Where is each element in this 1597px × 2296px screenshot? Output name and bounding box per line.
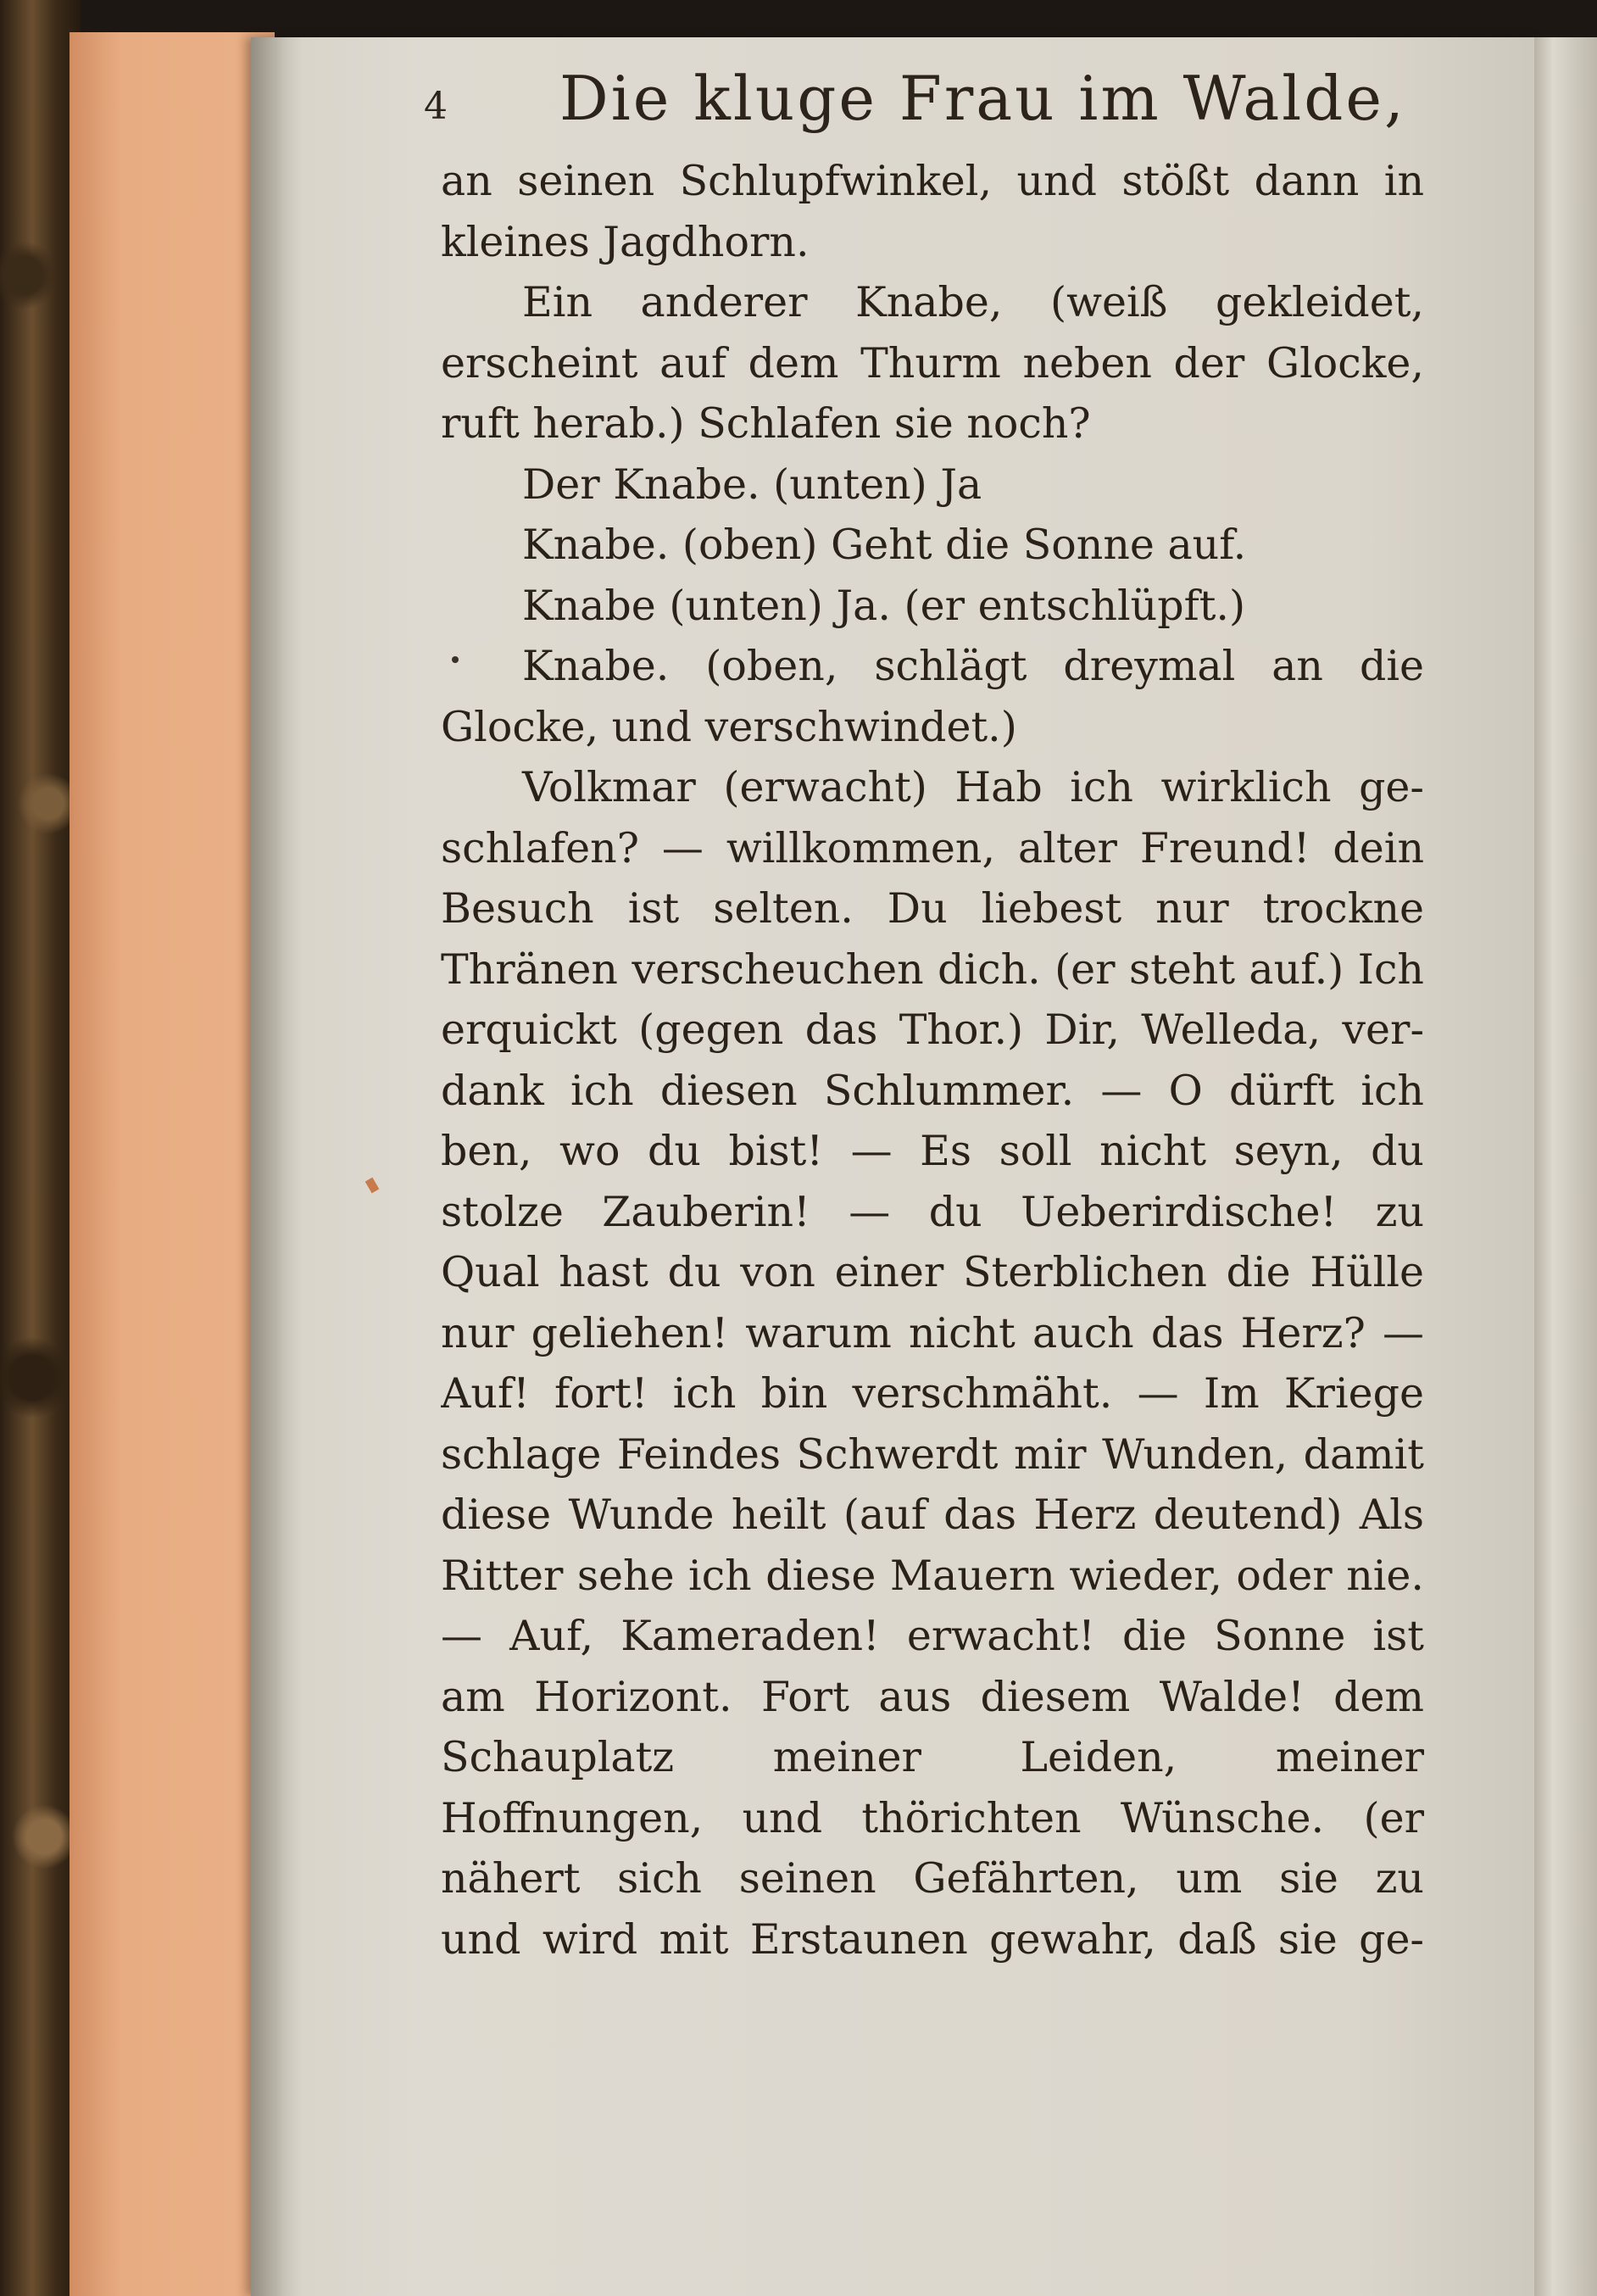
text-line: Knabe. (oben) Geht die Sonne auf. [522,521,1247,569]
text-line: dank ich diesen Schlummer. — O dürft ich [441,1066,1424,1115]
text-line: Volkmar (erwacht) Hab ich wirklich ge- [522,763,1424,811]
text-line: Auf! fort! ich bin verschmäht. — Im Kriege [441,1369,1424,1418]
running-title: Die kluge Frau im Walde, [559,63,1406,134]
text-line: Glocke, und verschwindet.) [441,702,1017,751]
text-line: schlafen? — willkommen, alter Freund! dein [441,823,1424,872]
text-line: Thränen verscheuchen dich. (er steht auf.) Ich [441,945,1424,994]
text-line: kleines Jagdhorn. [441,217,810,266]
endpaper [70,32,275,2296]
text-line: erscheint auf dem Thurm neben der Glocke, [441,338,1424,387]
text-line: Hoffnungen, und thörichten Wünsche. (er [441,1793,1424,1842]
text-line: Ein anderer Knabe, (weiß gekleidet, [522,278,1424,326]
following-pages-edge [1534,37,1597,2296]
text-line: Der Knabe. (unten) Ja [522,460,982,509]
text-line: schlage Feindes Schwerdt mir Wunden, damit [441,1429,1424,1479]
text-line: Besuch ist selten. Du liebest nur trockne [441,884,1424,933]
text-line: nähert sich seinen Gefährten, um sie zu [441,1854,1424,1903]
text-line: nur geliehen! warum nicht auch das Herz? — [441,1308,1424,1357]
marbled-cover-board [0,0,81,2296]
text-line: Qual hast du von einer Sterblichen die Hülle [441,1248,1424,1296]
text-line: an seinen Schlupfwinkel, und stößt dann in [441,157,1424,205]
text-line: am Horizont. Fort aus diesem Walde! dem [441,1672,1424,1721]
text-line: und wird mit Erstaunen gewahr, daß sie ge- [441,1914,1424,1964]
text-line: ben, wo du bist! — Es soll nicht seyn, du [441,1127,1424,1175]
text-line: — Auf, Kameraden! erwacht! die Sonne ist [441,1612,1424,1660]
body-text [441,151,1424,1970]
text-line: Schauplatz meiner Leiden, meiner [441,1733,1424,1781]
text-line: diese Wunde heilt (auf das Herz deutend) Als [441,1491,1424,1539]
page-number: 4 [424,85,448,128]
page-gutter-shadow [251,37,302,2296]
text-line: erquickt (gegen das Thor.) Dir, Welleda, ver- [441,1006,1424,1054]
text-line: Knabe (unten) Ja. (er entschlüpft.) [522,581,1246,630]
text-line: Knabe. (oben, schlägt dreymal an die [522,642,1424,690]
text-line: ruft herab.) Schlafen sie noch? [441,399,1091,448]
text-line: Ritter sehe ich diese Mauern wieder, oder nie. [441,1551,1424,1600]
text-line: stolze Zauberin! — du Ueberirdische! zu [441,1187,1424,1236]
running-head [424,53,1407,146]
